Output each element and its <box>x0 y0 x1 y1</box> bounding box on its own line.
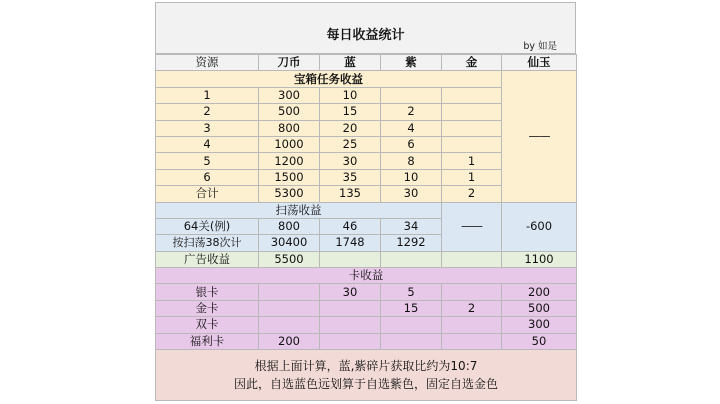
blue-cell[interactable] <box>320 333 381 349</box>
purple-cell[interactable]: 8 <box>381 153 442 169</box>
coin-cell[interactable]: 5500 <box>259 251 320 267</box>
spreadsheet <box>155 2 576 404</box>
row-label[interactable]: 64关(例) <box>156 218 259 234</box>
coin-cell[interactable] <box>259 284 320 300</box>
earnings-table <box>155 54 577 401</box>
purple-cell[interactable]: 30 <box>381 186 442 202</box>
row-label[interactable]: 广告收益 <box>156 251 259 267</box>
blue-cell[interactable]: 20 <box>320 120 381 136</box>
row-label[interactable]: 4 <box>156 136 259 152</box>
conclusion-note[interactable] <box>156 350 577 401</box>
chest-jade-cell[interactable]: —— <box>502 71 577 202</box>
purple-cell[interactable] <box>381 333 442 349</box>
purple-cell[interactable] <box>381 317 442 333</box>
row-label[interactable]: 5 <box>156 153 259 169</box>
blue-cell[interactable]: 10 <box>320 87 381 103</box>
gold-cell[interactable] <box>442 251 502 267</box>
section-heading-chest[interactable]: 宝箱任务收益 <box>156 71 502 87</box>
gold-cell[interactable]: 1 <box>442 169 502 185</box>
purple-cell[interactable]: 4 <box>381 120 442 136</box>
gold-cell[interactable] <box>442 284 502 300</box>
blue-cell[interactable]: 30 <box>320 284 381 300</box>
row-label[interactable]: 1 <box>156 87 259 103</box>
jade-cell[interactable]: 200 <box>502 284 577 300</box>
purple-cell[interactable]: 10 <box>381 169 442 185</box>
jade-cell[interactable]: 1100 <box>502 251 577 267</box>
gold-cell[interactable] <box>442 104 502 120</box>
purple-cell[interactable]: 34 <box>381 218 442 234</box>
ad-row <box>156 251 577 267</box>
gold-cell[interactable] <box>442 317 502 333</box>
author-byline: by 如是 <box>523 41 557 52</box>
jade-cell[interactable]: 500 <box>502 300 577 316</box>
section-heading-sweep[interactable]: 扫荡收益 <box>156 202 442 218</box>
coin-cell[interactable]: 1500 <box>259 169 320 185</box>
coin-cell[interactable] <box>259 317 320 333</box>
coin-cell[interactable] <box>259 300 320 316</box>
coin-cell[interactable]: 200 <box>259 333 320 349</box>
sweep-jade-cell[interactable]: -600 <box>502 202 577 251</box>
gold-cell[interactable] <box>442 333 502 349</box>
coin-cell[interactable]: 800 <box>259 120 320 136</box>
coin-cell[interactable]: 300 <box>259 87 320 103</box>
row-label[interactable]: 3 <box>156 120 259 136</box>
gold-cell[interactable]: 2 <box>442 186 502 202</box>
row-label[interactable]: 2 <box>156 104 259 120</box>
coin-cell[interactable]: 500 <box>259 104 320 120</box>
blue-cell[interactable]: 135 <box>320 186 381 202</box>
gold-cell[interactable] <box>442 87 502 103</box>
sweep-gold-cell[interactable]: —— <box>442 202 502 251</box>
gold-cell[interactable] <box>442 120 502 136</box>
coin-cell[interactable]: 5300 <box>259 186 320 202</box>
row-label[interactable]: 金卡 <box>156 300 259 316</box>
table-row <box>156 300 577 316</box>
coin-cell[interactable]: 800 <box>259 218 320 234</box>
blue-cell[interactable] <box>320 300 381 316</box>
table-row <box>156 333 577 349</box>
row-label[interactable]: 福利卡 <box>156 333 259 349</box>
sweep-heading-row <box>156 202 577 218</box>
blue-cell[interactable] <box>320 251 381 267</box>
purple-cell[interactable] <box>381 87 442 103</box>
col-header-coin[interactable]: 刀币 <box>259 55 320 71</box>
blue-cell[interactable]: 46 <box>320 218 381 234</box>
coin-cell[interactable]: 1200 <box>259 153 320 169</box>
coin-cell[interactable]: 1000 <box>259 136 320 152</box>
table-row <box>156 317 577 333</box>
table-row <box>156 284 577 300</box>
gold-cell[interactable] <box>442 136 502 152</box>
row-label[interactable]: 双卡 <box>156 317 259 333</box>
blue-cell[interactable]: 1748 <box>320 235 381 251</box>
note-line-1: 根据上面计算，蓝,紫碎片获取比约为10:7 <box>254 359 478 374</box>
coin-cell[interactable]: 30400 <box>259 235 320 251</box>
row-label-total[interactable]: 合计 <box>156 186 259 202</box>
title-cell[interactable] <box>155 2 576 54</box>
purple-cell[interactable] <box>381 251 442 267</box>
col-header-blue[interactable]: 蓝 <box>320 55 381 71</box>
purple-cell[interactable]: 2 <box>381 104 442 120</box>
row-label[interactable]: 银卡 <box>156 284 259 300</box>
note-line-2: 因此，自选蓝色远划算于自选紫色，固定自选金色 <box>233 377 498 392</box>
section-heading-card[interactable]: 卡收益 <box>156 268 577 284</box>
blue-cell[interactable]: 30 <box>320 153 381 169</box>
purple-cell[interactable]: 1292 <box>381 235 442 251</box>
sheet-title: 每日收益统计 <box>326 28 405 43</box>
gold-cell[interactable]: 2 <box>442 300 502 316</box>
blue-cell[interactable]: 25 <box>320 136 381 152</box>
blue-cell[interactable]: 15 <box>320 104 381 120</box>
col-header-purple[interactable]: 紫 <box>381 55 442 71</box>
col-header-resource[interactable]: 资源 <box>156 55 259 71</box>
gold-cell[interactable]: 1 <box>442 153 502 169</box>
jade-cell[interactable]: 50 <box>502 333 577 349</box>
chest-heading-row <box>156 71 577 87</box>
row-label[interactable]: 按扫荡38次计 <box>156 235 259 251</box>
purple-cell[interactable]: 6 <box>381 136 442 152</box>
card-heading-row <box>156 268 577 284</box>
blue-cell[interactable]: 35 <box>320 169 381 185</box>
note-row <box>156 350 577 401</box>
row-label[interactable]: 6 <box>156 169 259 185</box>
purple-cell[interactable]: 15 <box>381 300 442 316</box>
col-header-gold[interactable]: 金 <box>442 55 502 71</box>
col-header-jade[interactable]: 仙玉 <box>502 55 577 71</box>
header-row <box>156 55 577 71</box>
blue-cell[interactable] <box>320 317 381 333</box>
jade-cell[interactable]: 300 <box>502 317 577 333</box>
purple-cell[interactable]: 5 <box>381 284 442 300</box>
